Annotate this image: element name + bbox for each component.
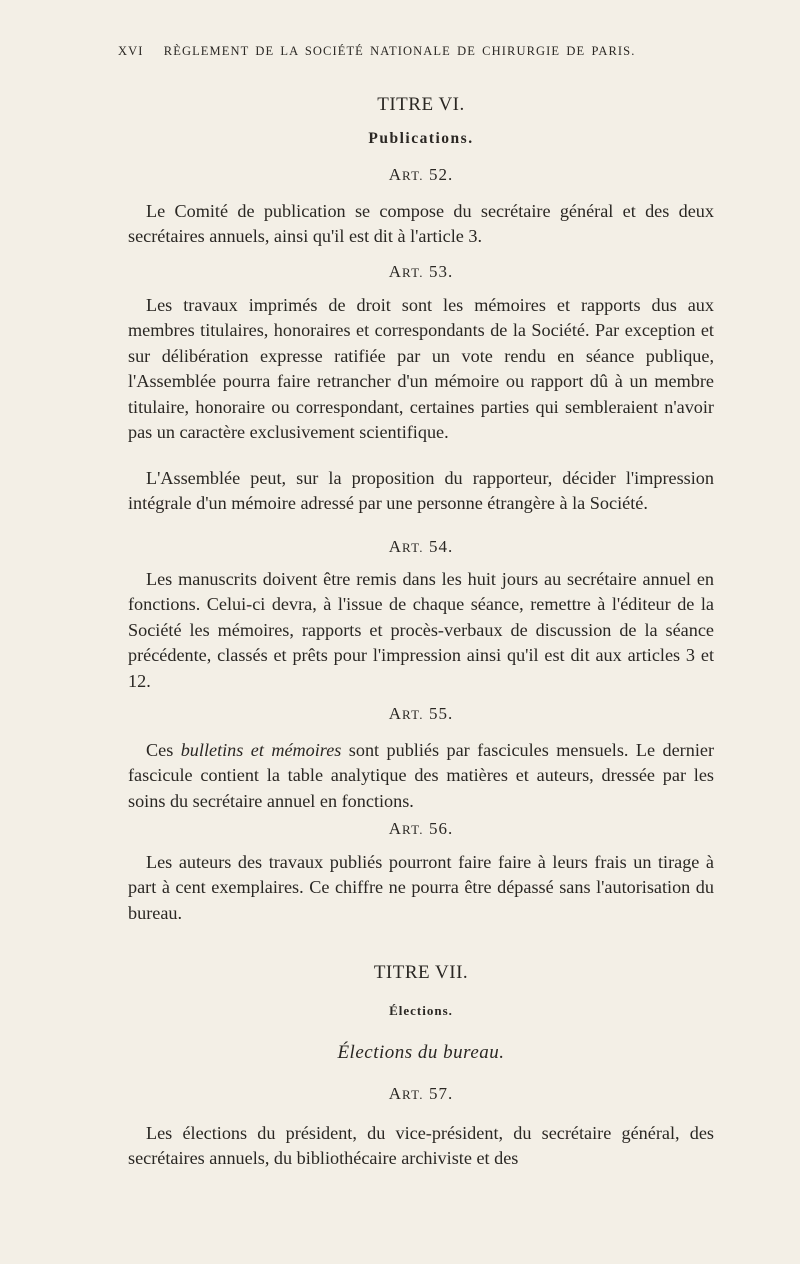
art-53-paragraph-1: Les travaux imprimés de droit sont les mémoires et rapports dus aux membres titulaires, honoraires et correspondants de la Société. Par exception et sur délibération expresse ratifiée par un vote rendu en séance publique, l'Assemblée pourra faire retrancher d'un mémoire ou rapport dû à un membre titulaire, honoraire ou correspondant, certaines parties qui sembleraient n'avoir pas un caractère exclusivement scientifique.	[128, 295, 714, 443]
titre-vii-subheading: Élections du bureau.	[337, 1042, 505, 1063]
art-56-text: Les auteurs des travaux publiés pourront faire faire à leurs frais un tirage à part à cent exemplaires. Ce chiffre ne pourra être dépassé sans l'autorisation du bureau.	[128, 852, 714, 923]
art-52-text: Le Comité de publication se compose du secrétaire général et des deux secrétaires annuels, ainsi qu'il est dit à l'article 3.	[128, 201, 714, 247]
running-head	[118, 44, 680, 59]
titre-vi-name: Publications.	[368, 130, 474, 147]
art-53-paragraph-2: L'Assemblée peut, sur la proposition du rapporteur, décider l'impression intégrale d'un mémoire adressé par une personne étrangère à la Société.	[128, 468, 714, 514]
art-54-text: Les manuscrits doivent être remis dans les huit jours au secrétaire annuel en fonctions. Celui-ci devra, à l'issue de chaque séance, remettre à l'éditeur de la Société les mémoires, rapports et procès-verbaux de discussion de la séance précédente, classés et prêts pour l'impression ainsi qu'il est dit aux articles 3 et 12.	[128, 569, 714, 691]
art-55-heading: ART. 55.	[388, 704, 454, 723]
art-57-text: Les élections du président, du vice-président, du secrétaire général, des secrétaires annuels, du bibliothécaire archiviste et des	[128, 1123, 714, 1169]
art-56-heading: ART. 56.	[388, 819, 454, 838]
art-54-heading: ART. 54.	[388, 537, 454, 556]
art-57-heading: ART. 57.	[388, 1084, 454, 1103]
art-53-heading: ART. 53.	[388, 262, 454, 281]
titre-vi-heading: TITRE VI.	[377, 94, 465, 115]
titre-vii-heading: TITRE VII.	[373, 962, 469, 983]
page-number: XVI	[118, 44, 144, 58]
italic-title: bulletins et mémoires	[180, 740, 342, 760]
titre-vii-name: Élections.	[389, 1003, 453, 1018]
art-52-heading: ART. 52.	[388, 165, 454, 184]
running-title: RÈGLEMENT DE LA SOCIÉTÉ NATIONALE DE CHIRURGIE DE PARIS.	[163, 44, 636, 58]
art-55-text: Ces bulletins et mémoires sont publiés par fascicules mensuels. Le dernier fascicule contient la table analytique des matières et auteurs, dressée par les soins du secrétaire annuel en fonctions.	[128, 740, 714, 811]
